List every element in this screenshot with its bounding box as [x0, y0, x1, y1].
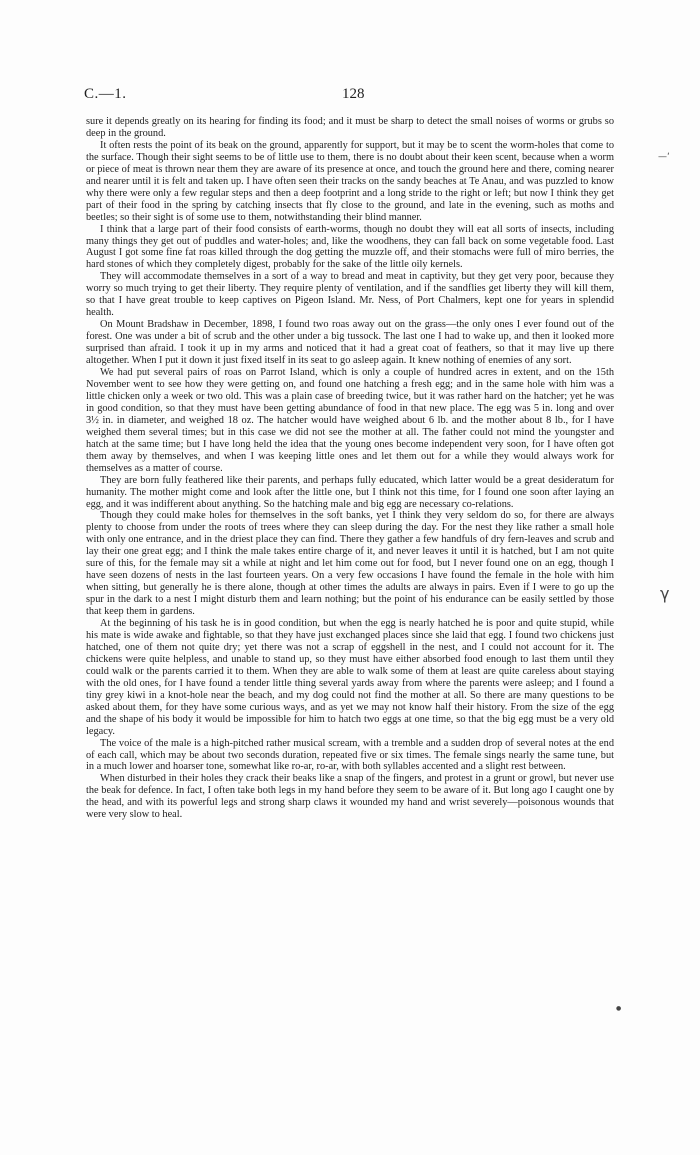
document-reference: C.—1. [84, 86, 127, 102]
paragraph-6: We had put several pairs of roas on Parrot Island, which is only a couple of hundred acres in extent, and on the 15th November went to see how they were getting on, and found one hatching a fresh egg; and in the same hole with him was a little chicken only a week or two old. This was a plain case of breeding twice, but it was rather hard on the hatcher; yet he was in good condition, so that they must have been getting abundance of food in that new place. The egg was 5 in. long and over 3½ in. in diameter, and weighed 18 oz. The hatcher would have weighed about 6 lb. and the mother about 8 lb., for I have weighed them several times; but in this case we did not see the mother at all. The father could not mind the youngster and hatch at the same time; but I have long held the idea that the young ones become independent very soon, for I have often got them away by themselves, and when I was keeping little ones and let them out for a while they would always work for themselves as a matter of course. [86, 367, 614, 474]
paragraph-7: They are born fully feathered like their parents, and perhaps fully educated, which latter would be a great desideratum for humanity. The mother might come and look after the little one, but I think not this time, for I found one soon after laying an egg, and it was indifferent about anything. So the hatching male and big egg are necessary co-relations. [86, 474, 614, 510]
margin-dot-mark: ● [616, 1005, 622, 1012]
paragraph-10: The voice of the male is a high-pitched rather musical scream, with a tremble and a sudden drop of several notes at the end of each call, which may be about two seconds duration, repeated five or six times. The female sings nearly the same tune, but in a much lower and hoarser tone, somewhat like ro-ar, ro-ar, with both syllables accented and a slight rest between. [86, 737, 614, 773]
paragraph-11: When disturbed in their holes they crack their beaks like a snap of the fingers, and protest in a grunt or growl, but never use the beak for defence. In fact, I often take both legs in my hand before they seem to be aware of it. But long ago I caught one by the head, and with its powerful legs and strong sharp claws it wounded my hand and wrist severely—poisonous wounds that were very slow to heal. [86, 773, 614, 821]
paragraph-3: I think that a large part of their food consists of earth-worms, though no doubt they will eat all sorts of insects, including many things they get out of puddles and water-holes; and, like the woodhens, they can fall back on some vegetable food. Last August I got some fine fat roas killed through the dog getting the muzzle off, and their stomachs were full of miro berries, the hard stones of which they completely digest, probably for the sake of the little oily kernels. [86, 223, 614, 271]
page-header [84, 86, 612, 110]
paragraph-1: sure it depends greatly on its hearing for finding its food; and it must be sharp to detect the small noises of worms or grubs so deep in the ground. [86, 116, 614, 139]
page-number: 128 [342, 86, 365, 102]
body-text [86, 116, 614, 821]
paragraph-5: On Mount Bradshaw in December, 1898, I found two roas away out on the grass—the only ones I ever found out of the forest. One was under a bit of scrub and the other under a big tussock. The last one I had to wake up, and then it looked more surprised than afraid. I took it up in my arms and noticed that it had a great coat of feathers, so that it may live up there altogether. When I put it down it just fixed itself in its seat to go asleep again. It knew nothing of enemies of any sort. [86, 319, 614, 367]
paragraph-8: Though they could make holes for themselves in the soft banks, yet I think they very seldom do so, for there are always plenty to choose from under the roots of trees where they can sleep during the day. For the nest they like rather a small hole with only one entrance, and in the driest place they can find. There they gather a few handfuls of dry fern-leaves and scrub and lay their one great egg; and I think the male takes entire charge of it, and never leaves it until it is hatched, but I am not quite sure of this, for the female may sit a while at night and let him come out for food, but I never found one on an egg, though I have seen dozens of nests in the last fourteen years. On a very few occasions I have found the female in the hole with him when sitting, but generally he is there alone, though at other times the adults are always in pairs. Even if I were to go up the spur in the dark to a nest I might disturb them and learn nothing; but the point of his endurance can be easily settled by those that keep them in gardens. [86, 510, 614, 618]
paragraph-2: It often rests the point of its beak on the ground, apparently for support, but it may be to scent the worm-holes that come to the surface. Though their sight seems to be of little use to them, there is no doubt about their keen scent, because when a worm or piece of meat is thrown near them they are aware of its presence at once, and touch the ground here and there, coming nearer and nearer until it is felt and taken up. I have often seen their tracks on the sandy beaches at Te Anau, and was puzzled to know why there were only a few regular steps and then a deep footprint and a long stride to the right or left; but now I think they get part of their food in the spring by catching insects that fly close to the ground, and late in the evening, such as moths and beetles; so their sight is of some use to them, notwithstanding their blind manner. [86, 139, 614, 223]
margin-dash-mark: —‘ [658, 152, 670, 162]
paragraph-9: At the beginning of his task he is in good condition, but when the egg is nearly hatched he is poor and quite stupid, while his mate is wide awake and fightable, so that they have just exchanged places since she laid that egg. I found two chickens just hatched, one of them not quite dry; yet there was not a scrap of eggshell in the nest, and I could not account for it. The chickens were quite helpless, and unable to stand up, so they must have either absorbed food enough to last them until they could walk or the parents carried it to them. When they are able to walk some of them at least are quite careless about staying with the old ones, for I have found a tender little thing several yards away from where the parents were asleep; and I found a tiny grey kiwi in a knot-hole near the beach, and my dog could not find the mother at all. So there are many questions to be asked about them, for they have some curious ways, and as yet we may not know half their history. From the size of the egg and the shape of his body it would be impossible for him to hatch two eggs at one time, so that the big egg must be a very old legacy. [86, 618, 614, 737]
paragraph-4: They will accommodate themselves in a sort of a way to bread and meat in captivity, but they get very poor, because they worry so much trying to get their liberty. They require plenty of ventilation, and if the sandflies get liberty they will kill them, so that I have great trouble to keep captives on Pigeon Island. Mr. Ness, of Port Chalmers, kept one for years in splendid health. [86, 271, 614, 319]
margin-hook-mark: γ [660, 584, 670, 603]
